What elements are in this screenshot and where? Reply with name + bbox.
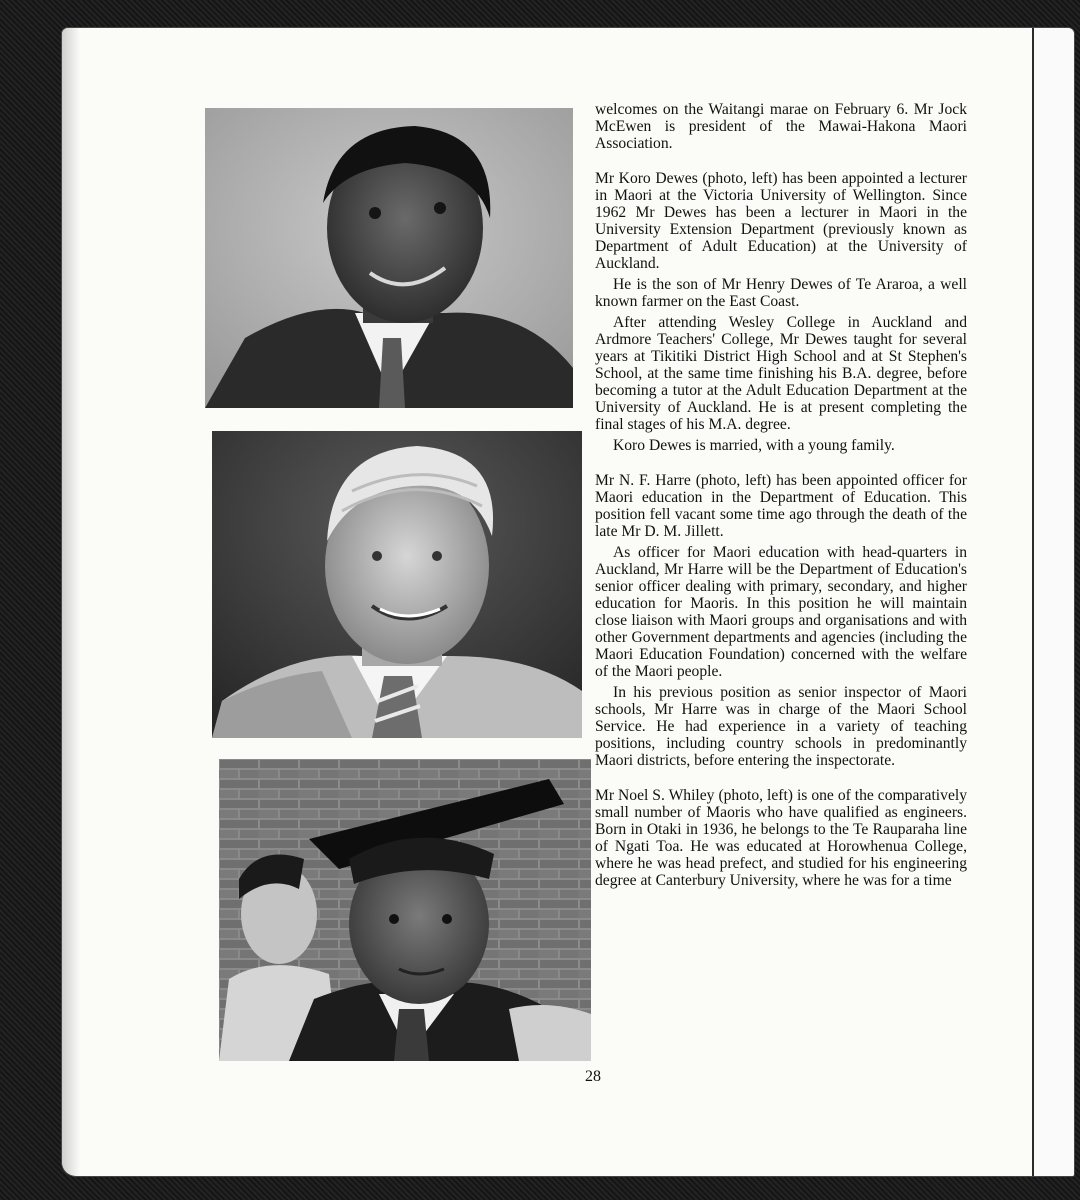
page-number: 28 [585,1068,601,1085]
dewes-paragraph-4: Koro Dewes is married, with a young family. [613,437,895,454]
portrait-image [212,431,582,738]
dewes-paragraph-2: He is the son of Mr Henry Dewes of Te Araroa, a well known farmer on the East Coast. [595,276,967,310]
photo-koro-dewes [205,108,573,408]
portrait-image [205,108,573,408]
article-text-column [595,101,967,893]
portrait-image [219,759,591,1061]
photo-nf-harre [212,431,582,738]
photo-noel-whiley [219,759,591,1061]
harre-paragraph-1: Mr N. F. Harre (photo, left) has been appointed officer for Maori education in the Department of Education. This position fell vacant some time ago through the death of the late Mr D. M. Jillett. [595,472,967,540]
whiley-paragraph-1: Mr Noel S. Whiley (photo, left) is one of the comparatively small number of Maoris who have qualified as engineers. Born in Otaki in 1936, he belongs to the Te Rauparaha line of Ngati Toa. He was educated at Horowhenua College, where he was head prefect, and studied for his engineering degree at Canterbury University, where he was for a time [595,787,967,889]
harre-paragraph-3: In his previous position as senior inspector of Maori schools, Mr Harre was in charge of the Maori School Service. He had experience in a variety of teaching positions, including country schools in predominantly Maori districts, before entering the inspectorate. [595,684,967,769]
dewes-paragraph-1: Mr Koro Dewes (photo, left) has been appointed a lecturer in Maori at the Victoria University of Wellington. Since 1962 Mr Dewes has been a lecturer in Maori in the University Extension Department (previously known as Department of Adult Education) at the University of Auckland. [595,170,967,272]
page-gutter-shadow [62,28,80,1176]
dewes-paragraph-3: After attending Wesley College in Auckland and Ardmore Teachers' College, Mr Dewes taught for several years at Tikitiki District High School and at St Stephen's School, at the same time finishing his B.A. degree, before becoming a tutor at the Adult Education Department at the University of Auckland. He is at present completing the final stages of his M.A. degree. [595,314,967,433]
magazine-page [62,28,1074,1176]
continued-paragraph: welcomes on the Waitangi marae on February 6. Mr Jock McEwen is president of the Mawai-Hakona Maori Association. [595,101,967,152]
facing-page-strip [1034,28,1074,1176]
harre-paragraph-2: As officer for Maori education with head-quarters in Auckland, Mr Harre will be the Department of Education's senior officer dealing with primary, secondary, and higher education for Maoris. In this position he will maintain close liaison with Maori groups and organisations and with other Government departments and agencies (including the Maori Education Foundation) concerned with the welfare of the Maori people. [595,544,967,680]
page-fold-edge [1032,28,1034,1176]
